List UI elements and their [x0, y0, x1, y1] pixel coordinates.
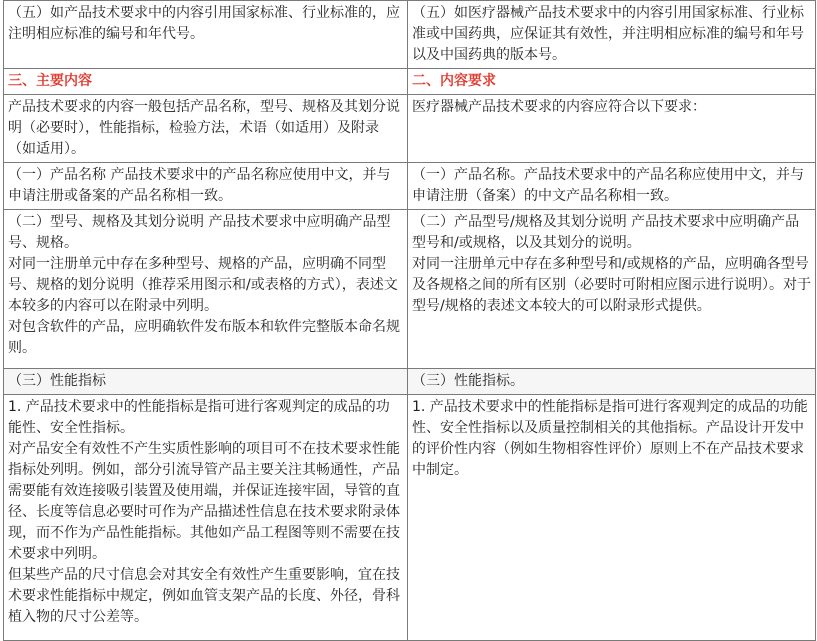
left-cell: [4, 163, 408, 210]
left-cell: [4, 95, 408, 163]
right-cell: [408, 95, 816, 163]
cell-text: 1. 产品技术要求中的性能指标是指可进行客观判定的成品的功能性、安全性指标以及质量控制相关的其他指标。产品设计开发中的评价性内容（例如生物相容性评价）原则上不在产品技术要求中制定。: [412, 399, 808, 478]
right-cell: [408, 369, 816, 395]
cell-text: 但某些产品的尺寸信息会对其安全有效性产生重要影响，宜在技术要求性能指标中规定，例如血管支架产品的长度、外径，骨科植入物的尺寸公差等。: [8, 567, 400, 625]
table-row: [4, 395, 816, 641]
section-heading: 三、主要内容: [8, 73, 92, 89]
cell-text: 对产品安全有效性不产生实质性影响的项目可不在技术要求性能指标处列明。例如，部分引流导管产品主要关注其畅通性，产品需要能有效连接吸引装置及使用端，并保证连接牢固，导管的直径、长度等信息必要时可作为产品描述性信息在技术要求附录体现，而不作为产品性能指标。其他如产品工程图等则不需要在技术要求中列明。: [8, 441, 400, 562]
table-row: [4, 210, 816, 369]
cell-text: 产品技术要求的内容一般包括产品名称，型号、规格及其划分说明（必要时），性能指标，检验方法，术语（如适用）及附录（如适用）。: [8, 99, 400, 157]
cell-text: 1. 产品技术要求中的性能指标是指可进行客观判定的成品的功能性、安全性指标。: [8, 399, 390, 436]
table-row: [4, 95, 816, 163]
cell-text: 对包含软件的产品，应明确软件发布版本和软件完整版本命名规则。: [8, 319, 400, 356]
left-section-heading-cell: [4, 69, 408, 95]
right-cell: [408, 163, 816, 210]
left-cell: [4, 395, 408, 641]
cell-text: （五）如医疗器械产品技术要求中的内容引用国家标准、行业标准或中国药典，应保证其有效性，并注明相应标准的编号和年号以及中国药典的版本号。: [412, 5, 804, 63]
cell-text: （一）产品名称。产品技术要求中的产品名称应使用中文，并与申请注册（备案）的中文产品名称相一致。: [412, 167, 804, 204]
table-row: [4, 1, 816, 69]
cell-text: 对同一注册单元中存在多种型号和/或规格的产品，应明确各型号及各规格之间的所有区别（必要时可附相应图示进行说明）。对于型号/规格的表述文本较大的可以附录形式提供。: [412, 256, 811, 314]
cell-text: （一）产品名称 产品技术要求中的产品名称应使用中文，并与申请注册或备案的产品名称相一致。: [8, 167, 391, 204]
cell-text: （五）如产品技术要求中的内容引用国家标准、行业标准的，应注明相应标准的编号和年代号。: [8, 5, 400, 42]
table-row: [4, 369, 816, 395]
cell-text: （二）型号、规格及其划分说明 产品技术要求中应明确产品型号、规格。: [8, 214, 391, 251]
right-section-heading-cell: [408, 69, 816, 95]
left-cell: [4, 210, 408, 369]
comparison-table: [3, 0, 816, 641]
section-heading: 二、内容要求: [412, 73, 496, 89]
cell-text: 对同一注册单元中存在多种型号、规格的产品，应明确不同型号、规格的划分说明（推荐采用图示和/或表格的方式），表述文本较多的内容可以在附录中列明。: [8, 256, 398, 314]
cell-text: （二）产品型号/规格及其划分说明 产品技术要求中应明确产品型号和/或规格，以及其划分的说明。: [412, 214, 800, 251]
cell-text: 医疗器械产品技术要求的内容应符合以下要求：: [412, 99, 706, 115]
right-cell: [408, 1, 816, 69]
right-cell: [408, 210, 816, 369]
cell-text: （三）性能指标。: [412, 373, 524, 389]
table-row: [4, 69, 816, 95]
table-row: [4, 163, 816, 210]
cell-text: （三）性能指标: [8, 373, 106, 389]
right-cell: [408, 395, 816, 641]
left-cell: [4, 369, 408, 395]
left-cell: [4, 1, 408, 69]
